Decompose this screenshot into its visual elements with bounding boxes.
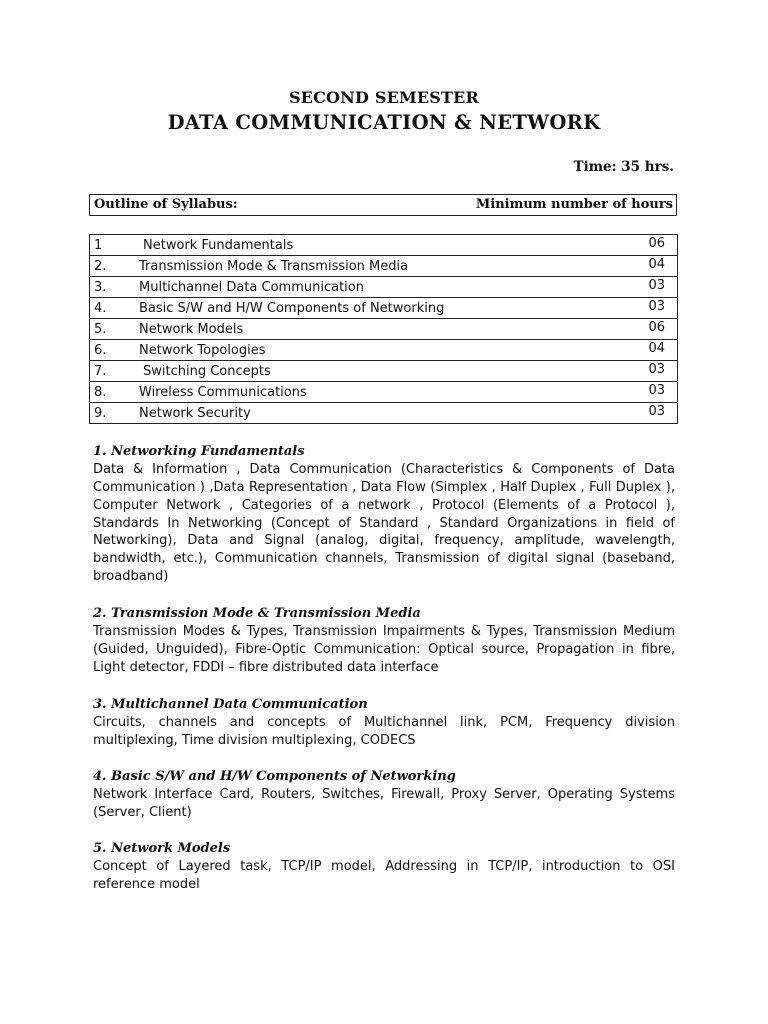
section-title: 4. Basic S/W and H/W Components of Networking: [93, 769, 456, 784]
row-number: 3.: [94, 279, 107, 295]
section-body: Data & Information , Data Communication (Characteristics & Components of Data Communication ) ,Data Representation , Data Flow (Simplex , Half Duplex , Full Duplex ), Computer Network , Categories of a network , Protocol (Elements of a Protocol ), Standards In Networking (Concept of Standard , Standard Organizations in field of Networking), Data and Signal (analog, digital, frequency, amplitude, wavelength, bandwidth, etc.), Communication channels, Transmission of digital signal (baseband, broadband): [93, 462, 675, 585]
section-networking-fundamentals: [93, 443, 675, 586]
subject-title: DATA COMMUNICATION & NETWORK: [167, 111, 601, 134]
row-hours: 04: [648, 257, 665, 272]
row-topic: Switching Concepts: [143, 363, 271, 379]
row-number: 7.: [94, 363, 107, 379]
syllabus-table: [89, 234, 678, 424]
table-cell: [90, 319, 678, 340]
section-title: 1. Networking Fundamentals: [93, 444, 305, 459]
row-topic: Multichannel Data Communication: [139, 279, 364, 295]
table-row: [90, 382, 678, 403]
semester-heading: SECOND SEMESTER: [288, 88, 480, 107]
table-row: [90, 235, 678, 256]
table-cell: [90, 277, 678, 298]
section-multichannel: [93, 696, 675, 750]
row-number: 1: [94, 237, 103, 253]
table-cell: [90, 256, 678, 277]
table-cell: [90, 340, 678, 361]
row-hours: 03: [648, 278, 665, 293]
row-hours: 06: [648, 320, 665, 335]
table-row: [90, 319, 678, 340]
row-number: 5.: [94, 321, 107, 337]
table-row: [90, 361, 678, 382]
row-hours: 04: [648, 341, 665, 356]
row-topic: Basic S/W and H/W Components of Networking: [139, 300, 445, 316]
table-cell: [90, 403, 678, 424]
table-cell: [90, 361, 678, 382]
section-body: Transmission Modes & Types, Transmission Impairments & Types, Transmission Medium (Guided, Unguided), Fibre-Optic Communication: Optical source, Propagation in fibre, Light detector, FDDI – fibre distributed data interface: [93, 624, 675, 675]
table-cell: [90, 382, 678, 403]
row-topic: Network Security: [139, 405, 251, 421]
course-duration: Time: 35 hrs.: [573, 159, 674, 175]
row-number: 9.: [94, 405, 107, 421]
row-hours: 06: [648, 236, 665, 251]
row-hours: 03: [648, 383, 665, 398]
section-network-models: [93, 840, 675, 894]
row-hours: 03: [648, 299, 665, 314]
row-number: 6.: [94, 342, 107, 358]
row-topic: Transmission Mode & Transmission Media: [139, 258, 409, 274]
section-body: Circuits, channels and concepts of Multichannel link, PCM, Frequency division multiplexing, Time division multiplexing, CODECS: [93, 715, 675, 749]
section-body: Concept of Layered task, TCP/IP model, Addressing in TCP/IP, introduction to OSI reference model: [93, 859, 675, 893]
row-number: 8.: [94, 384, 107, 400]
row-hours: 03: [648, 362, 665, 377]
outline-header: [89, 194, 677, 216]
table-row: [90, 298, 678, 319]
row-topic: Network Fundamentals: [143, 237, 294, 253]
section-components: [93, 768, 675, 822]
section-title: 2. Transmission Mode & Transmission Media: [93, 606, 421, 621]
section-title: 3. Multichannel Data Communication: [93, 697, 368, 712]
table-row: [90, 256, 678, 277]
table-row: [90, 403, 678, 424]
section-title: 5. Network Models: [93, 841, 231, 856]
row-topic: Wireless Communications: [139, 384, 307, 400]
row-hours: 03: [648, 404, 665, 419]
table-cell: [90, 235, 678, 256]
row-number: 4.: [94, 300, 107, 316]
row-topic: Network Topologies: [139, 342, 266, 358]
table-row: [90, 277, 678, 298]
row-number: 2.: [94, 258, 107, 274]
table-row: [90, 340, 678, 361]
section-body: Network Interface Card, Routers, Switches, Firewall, Proxy Server, Operating Systems (Server, Client): [93, 787, 675, 821]
outline-label: Outline of Syllabus:: [94, 197, 238, 212]
table-cell: [90, 298, 678, 319]
hours-label: Minimum number of hours: [475, 197, 673, 212]
section-transmission-media: [93, 605, 675, 677]
row-topic: Network Models: [139, 321, 244, 337]
